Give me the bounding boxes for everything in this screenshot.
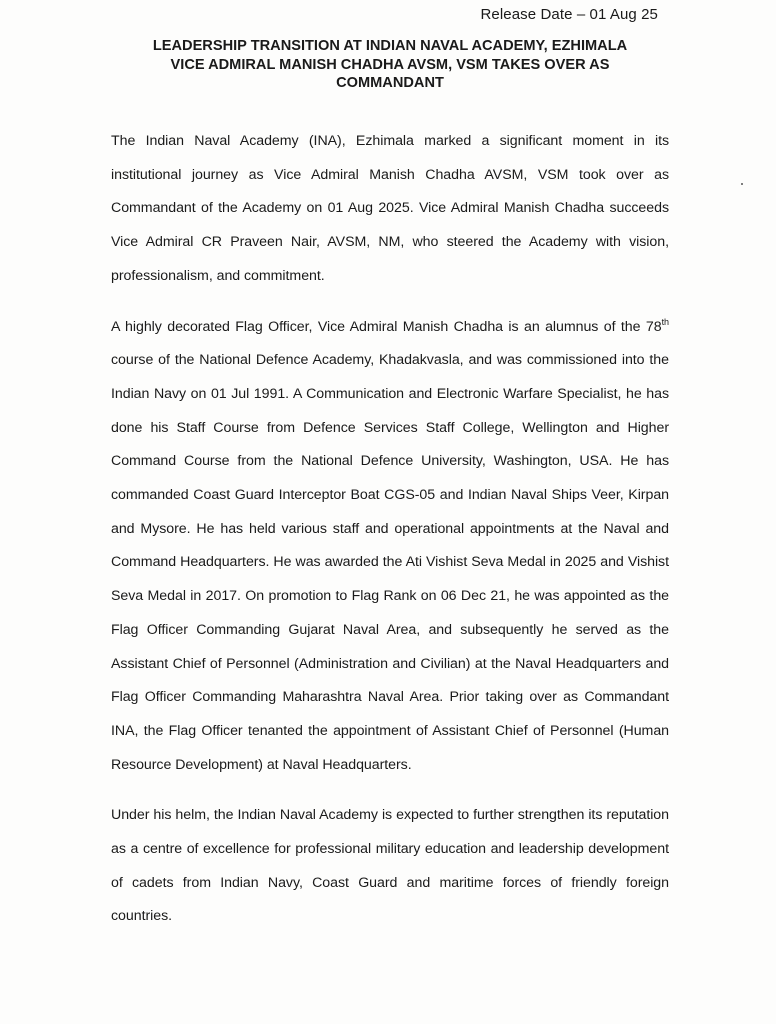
press-release-title [100,37,680,93]
paragraph-2-part-2: course of the National Defence Academy, Khadakvasla, and was commissioned into the Indian Navy on 01 Jul 1991. A Communication and Electronic Warfare Specialist, he has done his Staff Course from Defence Services Staff College, Wellington and Higher Command Course from the National Defence University, Washington, USA. He has commanded Coast Guard Interceptor Boat CGS-05 and Indian Naval Ships Veer, Kirpan and Mysore. He has held various staff and operational appointments at the Naval and Command Headquarters. He was awarded the Ati Vishist Seva Medal in 2025 and Vishist Seva Medal in 2017. On promotion to Flag Rank on 06 Dec 21, he was appointed as the Flag Officer Commanding Gujarat Naval Area, and subsequently he served as the Assistant Chief of Personnel (Administration and Civilian) at the Naval Headquarters and Flag Officer Commanding Maharashtra Naval Area. Prior taking over as Commandant INA, the Flag Officer tenanted the appointment of Assistant Chief of Personnel (Human Resource Development) at Naval Headquarters. [111,352,669,773]
title-line-3: COMMANDANT [336,75,444,91]
paragraph-1: The Indian Naval Academy (INA), Ezhimala marked a significant moment in its institutional journey as Vice Admiral Manish Chadha AVSM, VSM took over as Commandant of the Academy on 01 Aug 2025. Vice Admiral Manish Chadha succeeds Vice Admiral CR Praveen Nair, AVSM, NM, who steered the Academy with vision, professionalism, and commitment. [111,133,669,284]
title-line-2: VICE ADMIRAL MANISH CHADHA AVSM, VSM TAKES OVER AS [170,56,610,73]
paragraph-2-part-1: A highly decorated Flag Officer, Vice Admiral Manish Chadha is an alumnus of the 78 [111,318,662,335]
paragraph-3: Under his helm, the Indian Naval Academy is expected to further strengthen its reputation as a centre of excellence for professional military education and leadership development of cadets from Indian Navy, Coast Guard and maritime forces of friendly foreign countries. [111,807,669,925]
scan-speck [741,183,743,185]
paragraph-2 [111,311,669,783]
title-line-1: LEADERSHIP TRANSITION AT INDIAN NAVAL ACADEMY, EZHIMALA [152,38,628,54]
press-release-body [111,125,669,951]
release-date: Release Date – 01 Aug 25 [480,6,658,23]
ordinal-suffix: th [661,316,669,327]
